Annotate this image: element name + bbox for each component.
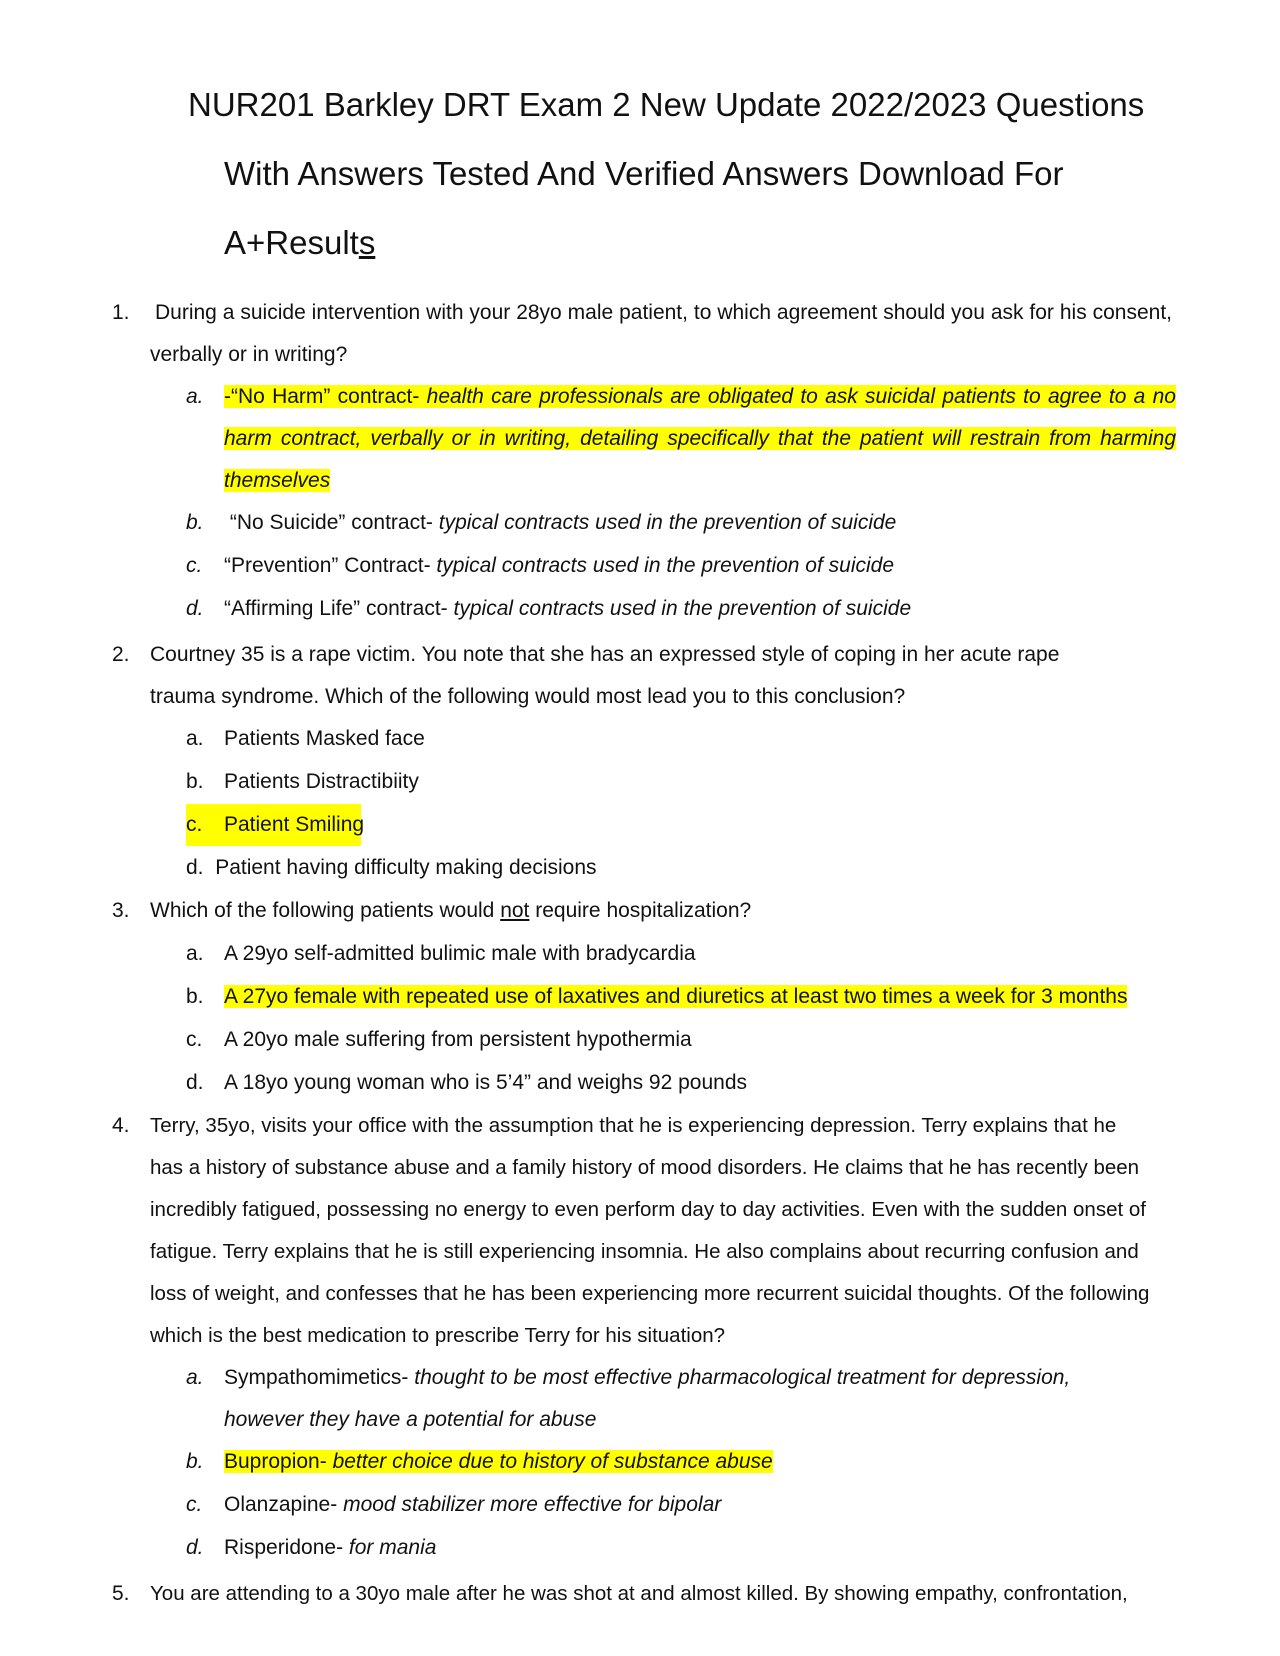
option-letter: c. [186,1028,203,1051]
question-5 [112,1573,1172,1615]
question-text-part: require hospitalization? [529,899,752,922]
option-label: A 27yo female with repeated use of laxatives and diuretics at least two times a week for 3 months [224,985,1128,1008]
option-note: for mania [348,1536,437,1559]
question-1 [112,292,1172,376]
document-title [188,70,1188,277]
answer-option [186,933,1176,975]
question-text-line: Courtney 35 is a rape victim. You note that she has an expressed style of coping in her acute rape [150,643,1060,666]
option-label: “Affirming Life” contract- [224,597,448,620]
title-line-1: NUR201 Barkley DRT Exam 2 New Update 2022/2023 Questions [188,86,1145,123]
answer-option [186,376,1176,502]
option-text [224,545,1176,587]
title-line-3-text: A+Result [224,224,359,261]
option-text: A 29yo self-admitted bulimic male with bradycardia [224,942,696,965]
title-line-3-underlined: s [358,224,376,261]
option-letter: c. [186,554,203,577]
answer-option [186,1441,1176,1483]
option-text [186,847,1176,889]
answer-option [186,1062,1176,1104]
question-text: You are attending to a 30yo male after he was shot at and almost killed. By showing empathy, confrontation, [150,1582,1128,1605]
option-note: health care professionals are obligated to ask suicidal patients to agree to a no harm contract, verbally or in writing, detailing specifically that the patient will restrain from harming themselves [224,385,1176,492]
option-text [224,976,1176,1018]
option-letter: d. [186,597,204,620]
option-text [224,1527,1176,1569]
question-text: During a suicide intervention with your 28yo male patient, to which agreement should you ask for his consent, verbally or in writing? [150,301,1172,366]
question-text-line: which is the best medication to prescribe Terry for his situation? [150,1324,726,1347]
answer-option [186,1357,1176,1441]
option-text: Patients Masked face [224,727,425,750]
question-text [150,634,1172,718]
question-text-line: trauma syndrome. Which of the following would most lead you to this conclusion? [150,685,906,708]
question-number: 2. [112,643,130,666]
question-2 [112,634,1172,718]
option-letter: a. [186,385,204,408]
option-letter: b. [186,1450,204,1473]
option-letter: a. [186,727,204,750]
answer-option [186,761,1176,803]
answer-option [186,976,1176,1018]
answer-option [186,1527,1176,1569]
option-letter: a. [186,1366,204,1389]
question-number: 1. [112,301,130,324]
question-text [150,890,1172,932]
option-label: “No Suicide” contract- [224,511,433,534]
question-number: 4. [112,1114,130,1137]
option-text: A 20yo male suffering from persistent hypothermia [224,1028,692,1051]
option-text: Patients Distractibiity [224,770,419,793]
option-note: however they have a potential for abuse [224,1408,597,1431]
option-letter: b. [186,770,204,793]
option-letter: b. [186,511,204,534]
option-label: Olanzapine- [224,1493,338,1516]
answer-option [186,847,1176,889]
title-line-3 [188,208,1188,277]
question-text-line: incredibly fatigued, possessing no energy to even perform day to day activities. Even with the sudden onset of [150,1198,1146,1221]
option-text: A 18yo young woman who is 5’4” and weighs 92 pounds [224,1071,748,1094]
title-line-2: With Answers Tested And Verified Answers Download For [224,155,1064,192]
answer-option [186,1019,1176,1061]
answer-option [186,1484,1176,1526]
option-label: “Prevention” Contract- [224,554,431,577]
question-number: 3. [112,899,130,922]
option-note: typical contracts used in the prevention of suicide [453,597,912,620]
option-text [224,1441,1176,1483]
option-text: Patient Smiling [224,813,365,836]
option-label: Sympathomimetics- [224,1366,409,1389]
option-note: mood stabilizer more effective for bipolar [343,1493,722,1516]
option-note: typical contracts used in the prevention of suicide [438,511,897,534]
answer-option [186,502,1176,544]
option-note: typical contracts used in the prevention of suicide [436,554,895,577]
answer-option [186,588,1176,630]
question-text [150,1105,1172,1357]
option-text [224,588,1176,630]
option-note: thought to be most effective pharmacological treatment for depression, [414,1366,1071,1389]
question-number: 5. [112,1582,130,1605]
question-text-line: has a history of substance abuse and a family history of mood disorders. He claims that he has recently been [150,1156,1140,1179]
question-4 [112,1105,1172,1357]
option-letter: c. [186,1493,203,1516]
answer-option [186,718,1176,760]
option-label: Risperidone- [224,1536,344,1559]
question-text-line: Terry, 35yo, visits your office with the assumption that he is experiencing depression. Terry explains that he [150,1114,1117,1137]
option-letter: a. [186,942,204,965]
option-note: better choice due to history of substance abuse [332,1450,773,1473]
option-text [224,376,1176,502]
answer-option [186,804,1176,846]
option-text [224,502,1176,544]
option-label: -“No Harm” contract- [224,385,420,408]
question-text-line: loss of weight, and confesses that he has been experiencing more recurrent suicidal thoughts. Of the following [150,1282,1150,1305]
option-letter: c. [186,813,203,836]
question-3 [112,890,1172,932]
option-letter: b. [186,985,204,1008]
option-text [224,1484,1176,1526]
question-text-line: fatigue. Terry explains that he is still experiencing insomnia. He also complains about recurring confusion and [150,1240,1139,1263]
question-text-emphasis: not [500,899,530,922]
option-letter: d. [186,856,204,879]
answer-option [186,545,1176,587]
option-letter: d. [186,1071,204,1094]
option-label: Bupropion- [224,1450,327,1473]
option-text [224,1357,1176,1441]
question-text-part: Which of the following patients would [150,899,501,922]
option-label: Patient having difficulty making decisions [215,856,597,879]
option-letter: d. [186,1536,204,1559]
